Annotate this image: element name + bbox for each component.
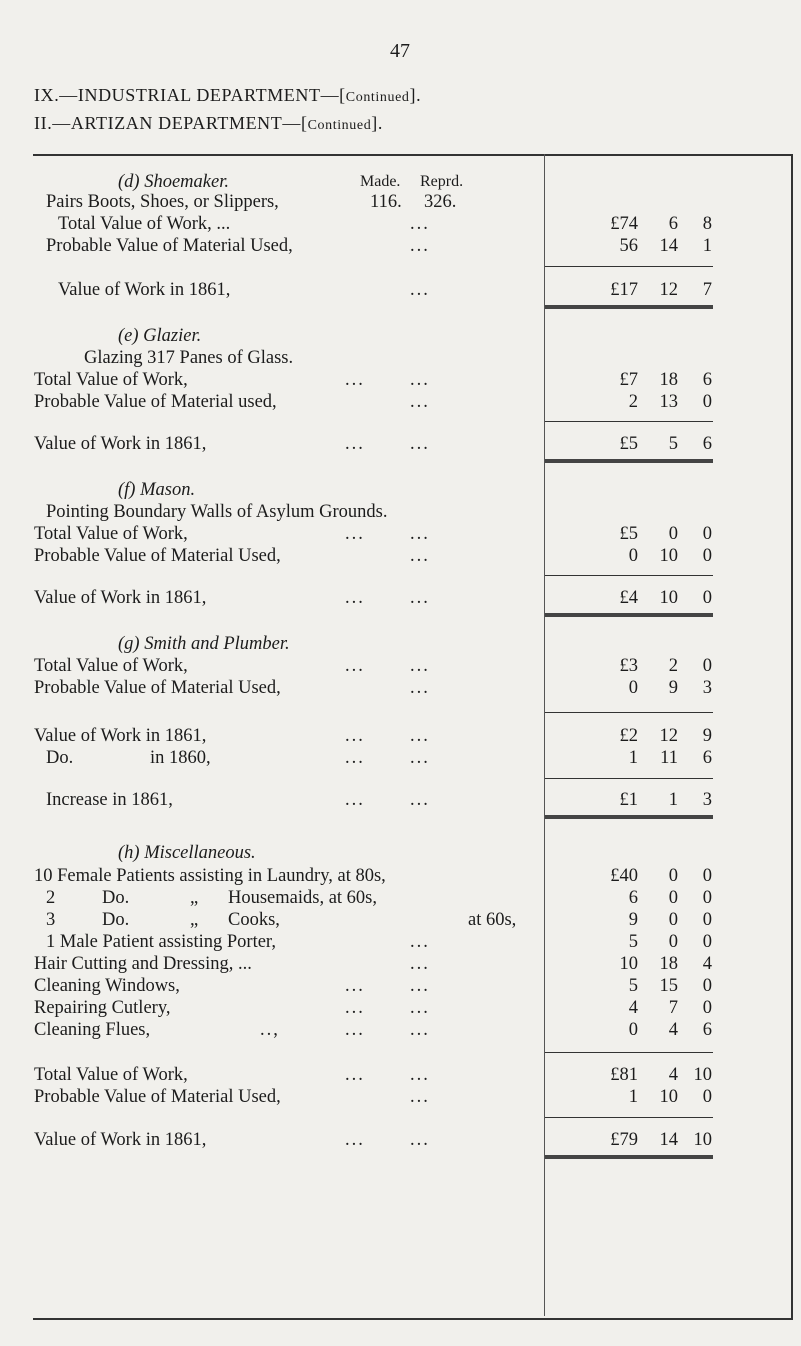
- sum-rule: [545, 266, 713, 267]
- leader-dots: ...: [410, 976, 430, 996]
- leader-dots: ...: [410, 1130, 430, 1150]
- leader-dots: ...: [345, 588, 365, 608]
- row-label: Value of Work in 1861,: [34, 434, 207, 454]
- row-label: Probable Value of Material used,: [34, 392, 277, 412]
- misc-material-row: [0, 1084, 801, 1110]
- row-label: Increase in 1861,: [46, 790, 173, 810]
- amount: [556, 277, 716, 303]
- pounds: 4: [628, 998, 638, 1018]
- row-ditto: Do.: [102, 910, 130, 930]
- pounds: 56: [619, 236, 638, 256]
- leader-dots: ...: [345, 1065, 365, 1085]
- shillings: 14: [659, 1130, 678, 1150]
- mason-value-row: [0, 585, 801, 611]
- shillings: 6: [668, 214, 678, 234]
- leader-dots: ...: [410, 280, 430, 300]
- header-line1-end: ].: [409, 85, 422, 105]
- pounds: £2: [619, 726, 638, 746]
- pence: 0: [702, 976, 712, 996]
- amount: [556, 389, 716, 415]
- row-label: Value of Work in 1861,: [34, 726, 207, 746]
- row-label: Probable Value of Material Used,: [34, 1087, 281, 1107]
- pence: 10: [693, 1065, 712, 1085]
- row-rate: at 60s,: [468, 910, 517, 930]
- glazier-material-row: [0, 389, 801, 415]
- leader-dots: ...: [410, 370, 430, 390]
- amount: [556, 745, 716, 771]
- amount: [556, 675, 716, 701]
- reprd-value: 326.: [424, 192, 457, 212]
- row-label: Value of Work in 1861,: [58, 280, 231, 300]
- row-label: Total Value of Work, ...: [58, 214, 231, 234]
- leader-dots: ...: [345, 998, 365, 1018]
- amount: [556, 585, 716, 611]
- leader-dots: ...: [345, 656, 365, 676]
- pence: 3: [702, 790, 712, 810]
- pounds: 9: [628, 910, 638, 930]
- shillings: 18: [659, 954, 678, 974]
- pence: 9: [702, 726, 712, 746]
- amount: [556, 1084, 716, 1110]
- leader-dots: ...: [345, 790, 365, 810]
- pence: 10: [693, 1130, 712, 1150]
- shillings: 9: [668, 678, 678, 698]
- row-label: Total Value of Work,: [34, 656, 188, 676]
- double-rule: [545, 305, 713, 309]
- sum-rule: [545, 712, 713, 713]
- header-line2-end: ].: [371, 113, 383, 133]
- pounds: 5: [628, 932, 638, 952]
- leader-dots: ...: [410, 748, 430, 768]
- leader-dots: ...: [345, 1130, 365, 1150]
- shillings: 12: [659, 726, 678, 746]
- shillings: 4: [668, 1020, 678, 1040]
- pounds: 0: [628, 678, 638, 698]
- misc-flues-row: [0, 1017, 801, 1043]
- row-label: Total Value of Work,: [34, 1065, 188, 1085]
- pence: 0: [702, 1087, 712, 1107]
- sum-rule: [545, 421, 713, 422]
- pence: 0: [702, 998, 712, 1018]
- shillings: 18: [659, 370, 678, 390]
- pounds: £79: [610, 1130, 638, 1150]
- leader-dots: ...: [410, 932, 430, 952]
- page-number: 47: [390, 40, 410, 62]
- pence: 0: [702, 524, 712, 544]
- row-label: 10 Female Patients assisting in Laundry, at 80s,: [34, 866, 386, 886]
- row-ditto: Do.: [102, 888, 130, 908]
- mason-material-row: [0, 543, 801, 569]
- leader-dots: ...: [410, 656, 430, 676]
- row-ditto-mark: „: [190, 910, 199, 930]
- shillings: 10: [659, 1087, 678, 1107]
- header-line2-main: II.—ARTIZAN DEPARTMENT—[: [34, 113, 308, 133]
- pence: 0: [702, 546, 712, 566]
- leader-dots: ...: [410, 236, 430, 256]
- header-line1-main: IX.—INDUSTRIAL DEPARTMENT—[: [34, 85, 346, 105]
- leader-dots: ...: [410, 1087, 430, 1107]
- double-rule: [545, 815, 713, 819]
- double-rule: [545, 1155, 713, 1159]
- row-label: Value of Work in 1861,: [34, 588, 207, 608]
- leader-dots: ...: [410, 1065, 430, 1085]
- header-industrial-department: [34, 85, 421, 106]
- row-label: Do.: [46, 748, 74, 768]
- leader-dots: ...: [345, 434, 365, 454]
- section-heading: (e) Glazier.: [118, 326, 202, 346]
- row-label: Hair Cutting and Dressing, ...: [34, 954, 252, 974]
- sum-rule: [545, 1052, 713, 1053]
- leader-dots: ...: [410, 790, 430, 810]
- pounds: 1: [628, 1087, 638, 1107]
- leader-dots: ...: [410, 392, 430, 412]
- row-label: Housemaids, at 60s,: [228, 888, 378, 908]
- leader-dots: ...: [345, 524, 365, 544]
- pence: 1: [702, 236, 712, 256]
- pence: 0: [702, 866, 712, 886]
- section-heading: (f) Mason.: [118, 480, 196, 500]
- made-value: 116.: [370, 192, 402, 212]
- leader-dots: ...: [410, 434, 430, 454]
- shillings: 1: [668, 790, 678, 810]
- pence: 8: [702, 214, 712, 234]
- leader-dots: ...: [345, 1020, 365, 1040]
- reprd-column-header: Reprd.: [420, 173, 464, 190]
- pence: 0: [702, 588, 712, 608]
- double-rule: [545, 613, 713, 617]
- smith-increase-row: [0, 787, 801, 813]
- row-label: Repairing Cutlery,: [34, 998, 171, 1018]
- shillings: 7: [668, 998, 678, 1018]
- row-label: 1 Male Patient assisting Porter,: [46, 932, 276, 952]
- pence: 4: [702, 954, 712, 974]
- misc-value-row: [0, 1127, 801, 1153]
- pence: 0: [702, 392, 712, 412]
- shillings: 11: [660, 748, 678, 768]
- pence: 0: [702, 888, 712, 908]
- double-rule: [545, 459, 713, 463]
- row-label: Probable Value of Material Used,: [34, 546, 281, 566]
- shillings: 4: [668, 1065, 678, 1085]
- leader-dots: ...: [410, 588, 430, 608]
- header-artizan-department: [34, 113, 383, 134]
- smith-material-row: [0, 675, 801, 701]
- pounds: £4: [619, 588, 638, 608]
- row-ditto-mark: „: [190, 888, 199, 908]
- row-label: Probable Value of Material Used,: [46, 236, 293, 256]
- shillings: 10: [659, 546, 678, 566]
- shillings: 0: [668, 866, 678, 886]
- shoemaker-value-row: [0, 277, 801, 303]
- shillings: 0: [668, 888, 678, 908]
- shillings: 15: [659, 976, 678, 996]
- pence: 0: [702, 910, 712, 930]
- pounds: 0: [628, 1020, 638, 1040]
- pounds: £5: [619, 434, 638, 454]
- pounds: 0: [628, 546, 638, 566]
- leader-dots: ...: [410, 214, 430, 234]
- pounds: 2: [628, 392, 638, 412]
- pounds: £74: [610, 214, 638, 234]
- pounds: £5: [619, 524, 638, 544]
- leader-dots: ...: [410, 1020, 430, 1040]
- sum-rule: [545, 1117, 713, 1118]
- amount: [556, 233, 716, 259]
- pounds: £17: [610, 280, 638, 300]
- amount: [556, 543, 716, 569]
- row-label: Probable Value of Material Used,: [34, 678, 281, 698]
- pence: 3: [702, 678, 712, 698]
- leader-dots: ...: [345, 726, 365, 746]
- pounds: 5: [628, 976, 638, 996]
- pounds: 10: [619, 954, 638, 974]
- pence: 6: [702, 370, 712, 390]
- pounds: 6: [628, 888, 638, 908]
- row-count: 2: [46, 888, 56, 908]
- shillings: 2: [668, 656, 678, 676]
- pounds: £7: [619, 370, 638, 390]
- row-label: Pairs Boots, Shoes, or Slippers,: [46, 192, 279, 212]
- pounds: £40: [610, 866, 638, 886]
- shoemaker-material-row: [0, 233, 801, 259]
- pounds: £81: [610, 1065, 638, 1085]
- leader-dots: ...: [410, 726, 430, 746]
- row-label: Total Value of Work,: [34, 370, 188, 390]
- amount: [556, 1127, 716, 1153]
- leader-dots: ...: [410, 998, 430, 1018]
- header-line2-continued: Continued: [307, 118, 372, 133]
- row-label: Cleaning Windows,: [34, 976, 180, 996]
- amount: [556, 431, 716, 457]
- leader-dots: ..,: [260, 1020, 280, 1040]
- leader-dots: ...: [410, 954, 430, 974]
- pence: 0: [702, 932, 712, 952]
- pence: 6: [702, 1020, 712, 1040]
- row-label: Pointing Boundary Walls of Asylum Grounds.: [46, 502, 388, 522]
- row-label: Cleaning Flues,: [34, 1020, 151, 1040]
- sum-rule: [545, 575, 713, 576]
- shillings: 10: [659, 588, 678, 608]
- pence: 0: [702, 656, 712, 676]
- made-column-header: Made.: [360, 173, 401, 190]
- row-label: Cooks,: [228, 910, 280, 930]
- row-label-cont: in 1860,: [150, 748, 211, 768]
- pence: 7: [702, 280, 712, 300]
- leader-dots: ...: [410, 678, 430, 698]
- shillings: 0: [668, 910, 678, 930]
- leader-dots: ...: [345, 976, 365, 996]
- row-label: Glazing 317 Panes of Glass.: [84, 348, 294, 368]
- shillings: 12: [659, 280, 678, 300]
- pounds: £1: [619, 790, 638, 810]
- shillings: 5: [668, 434, 678, 454]
- pounds: 1: [628, 748, 638, 768]
- leader-dots: ...: [410, 546, 430, 566]
- header-line1-continued: Continued: [345, 90, 410, 105]
- pence: 6: [702, 748, 712, 768]
- sum-rule: [545, 778, 713, 779]
- pounds: £3: [619, 656, 638, 676]
- shillings: 14: [659, 236, 678, 256]
- row-count: 3: [46, 910, 56, 930]
- pence: 6: [702, 434, 712, 454]
- glazier-value-row: [0, 431, 801, 457]
- row-label: Value of Work in 1861,: [34, 1130, 207, 1150]
- section-heading: (d) Shoemaker.: [118, 172, 229, 192]
- section-heading: (h) Miscellaneous.: [118, 843, 256, 863]
- leader-dots: ...: [345, 748, 365, 768]
- leader-dots: ...: [345, 370, 365, 390]
- leader-dots: ...: [410, 524, 430, 544]
- shillings: 0: [668, 932, 678, 952]
- shillings: 0: [668, 524, 678, 544]
- section-heading: (g) Smith and Plumber.: [118, 634, 290, 654]
- shillings: 13: [659, 392, 678, 412]
- row-label: Total Value of Work,: [34, 524, 188, 544]
- amount: [556, 1017, 716, 1043]
- smith-prev-row: [0, 745, 801, 771]
- amount: [556, 787, 716, 813]
